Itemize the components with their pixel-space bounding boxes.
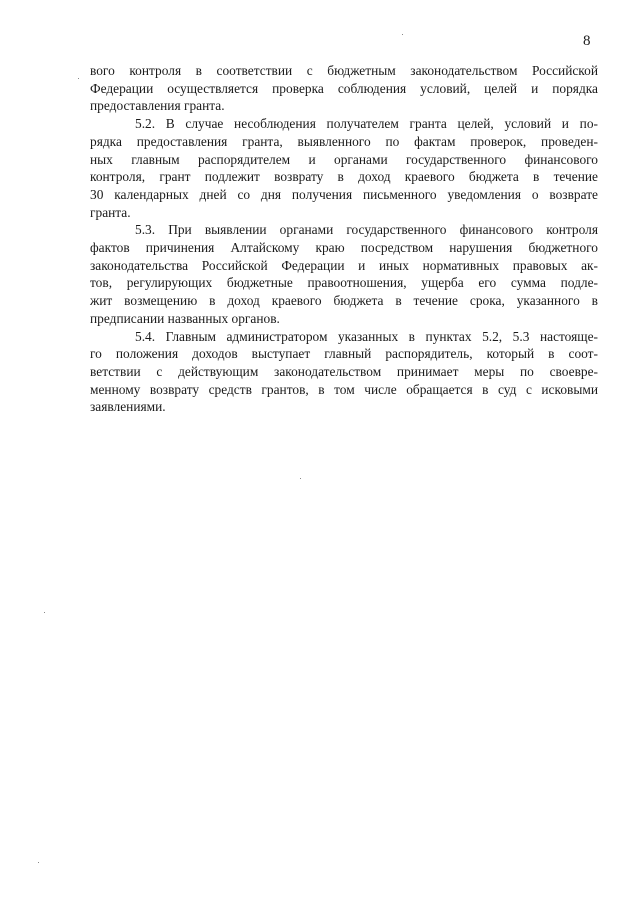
text-line: контроля, грант подлежит возврату в доход краевого бюджета в течение <box>90 169 598 185</box>
scan-speck <box>78 78 79 79</box>
text-line: 30 календарных дней со дня получения письменного уведомления о возврате <box>90 186 598 202</box>
text-line: предписании названных органов. <box>90 310 280 326</box>
text-line: менному возврату средств грантов, в том числе обращается в суд с исковыми <box>90 381 598 397</box>
text-line: законодательства Российской Федерации и иных нормативных правовых ак- <box>90 257 598 273</box>
scan-speck <box>402 34 403 35</box>
text-line: предоставления гранта. <box>90 98 225 114</box>
scan-speck <box>300 478 301 479</box>
text-line: фактов причинения Алтайскому краю посредством нарушения бюджетного <box>90 240 598 256</box>
paragraph-5-2 <box>90 115 598 221</box>
paragraph-5-4 <box>90 328 598 417</box>
text-line: гранта. <box>90 204 131 220</box>
scan-speck <box>38 862 39 863</box>
text-line: 5.2. В случае несоблюдения получателем гранта целей, условий и по- <box>135 116 598 132</box>
text-line: ветствии с действующим законодательством принимает меры по своевре- <box>90 363 598 379</box>
text-line: вого контроля в соответствии с бюджетным законодательством Российской <box>90 63 598 78</box>
text-line: тов, регулирующих бюджетные правоотношения, ущерба его сумма подле- <box>90 275 598 291</box>
text-line: Федерации осуществляется проверка соблюдения условий, целей и порядка <box>90 80 598 96</box>
paragraph-5-3 <box>90 221 598 327</box>
paragraph-continuation <box>90 62 598 115</box>
page-number: 8 <box>583 33 591 49</box>
scan-speck <box>44 612 45 613</box>
text-line: 5.4. Главным администратором указанных в пунктах 5.2, 5.3 настояще- <box>135 328 598 344</box>
document-body <box>90 62 598 416</box>
text-line: го положения доходов выступает главный распорядитель, который в соот- <box>90 346 598 362</box>
text-line: жит возмещению в доход краевого бюджета в течение срока, указанного в <box>90 293 598 309</box>
text-line: заявлениями. <box>90 399 166 415</box>
text-line: ных главным распорядителем и органами государственного финансового <box>90 151 598 167</box>
text-line: рядка предоставления гранта, выявленного по фактам проверок, проведен- <box>90 133 598 149</box>
text-line: 5.3. При выявлении органами государственного финансового контроля <box>135 222 598 238</box>
